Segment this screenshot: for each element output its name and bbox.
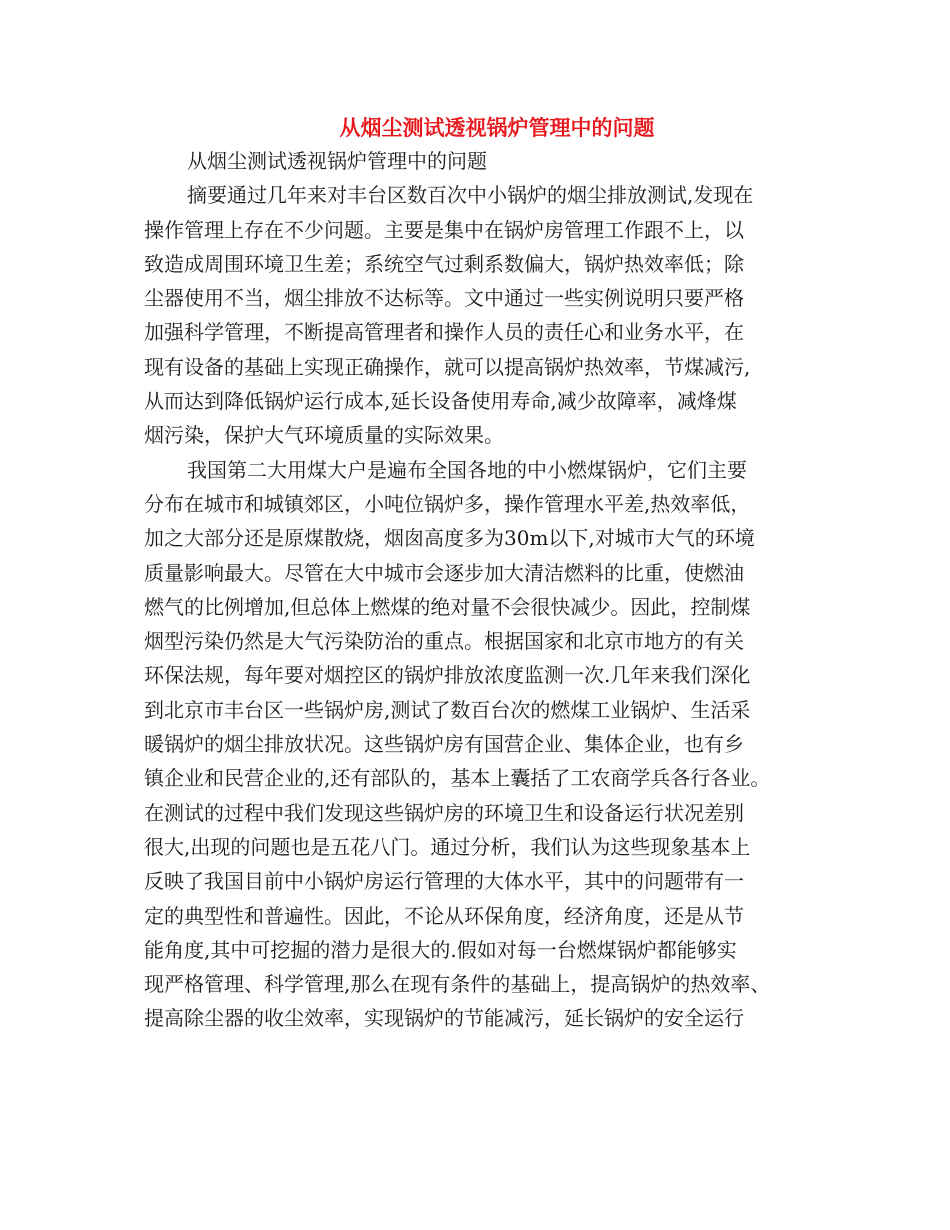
document-subtitle: 从烟尘测试透视锅炉管理中的问题	[187, 149, 487, 173]
body-line: 分布在城市和城镇郊区，小吨位锅炉多，操作管理水平差,热效率低，	[144, 491, 751, 516]
abstract-line: 尘器使用不当，烟尘排放不达标等。文中通过一些实例说明只要严格	[144, 286, 744, 311]
body-line: 反映了我国目前中小锅炉房运行管理的大体水平，其中的问题带有一	[144, 869, 744, 894]
body-line: 环保法规，每年要对烟控区的锅炉排放浓度监测一次.几年来我们深化	[144, 663, 751, 688]
body-line: 现严格管理、科学管理,那么在现有条件的基础上，提高锅炉的热效率、	[144, 972, 771, 997]
abstract-line: 摘要通过几年来对丰台区数百次中小锅炉的烟尘排放测试,发现在	[187, 183, 754, 208]
abstract-line: 致造成周围环境卫生差；系统空气过剩系数偏大，锅炉热效率低；除	[144, 251, 744, 276]
body-paragraph	[144, 453, 824, 1036]
body-line: 定的典型性和普遍性。因此，不论从环保角度，经济角度，还是从节	[144, 903, 744, 928]
body-line: 暖锅炉的烟尘排放状况。这些锅炉房有国营企业、集体企业，也有乡	[144, 732, 744, 757]
abstract-line: 烟污染，保护大气环境质量的实际效果。	[144, 423, 504, 448]
abstract-line: 加强科学管理，不断提高管理者和操作人员的责任心和业务水平，在	[144, 320, 744, 345]
body-line: 质量影响最大。尽管在大中城市会逐步加大清洁燃料的比重，使燃油	[144, 560, 744, 585]
body-line: 提高除尘器的收尘效率，实现锅炉的节能减污，延长锅炉的安全运行	[144, 1006, 744, 1031]
body-line: 很大,出现的问题也是五花八门。通过分析，我们认为这些现象基本上	[144, 834, 751, 859]
body-line: 我国第二大用煤大户是遍布全国各地的中小燃煤锅炉，它们主要	[187, 457, 747, 482]
abstract-line: 操作管理上存在不少问题。主要是集中在锅炉房管理工作跟不上，以	[144, 217, 744, 242]
body-line: 镇企业和民营企业的,还有部队的，基本上囊括了工农商学兵各行各业。	[144, 766, 771, 791]
document-body	[144, 144, 824, 1036]
abstract-paragraph	[144, 178, 824, 452]
body-line: 烟型污染仍然是大气污染防治的重点。根据国家和北京市地方的有关	[144, 629, 744, 654]
body-line: 在测试的过程中我们发现这些锅炉房的环境卫生和设备运行状况差别	[144, 800, 744, 825]
document-title: 从烟尘测试透视锅炉管理中的问题	[339, 115, 655, 140]
body-line: 加之大部分还是原煤散烧，烟囱高度多为30m以下,对城市大气的环境	[144, 526, 755, 551]
body-line: 燃气的比例增加,但总体上燃煤的绝对量不会很快减少。因此，控制煤	[144, 594, 751, 619]
body-line: 能角度,其中可挖掘的潜力是很大的.假如对每一台燃煤锅炉都能够实	[144, 937, 737, 962]
abstract-line: 从而达到降低锅炉运行成本,延长设备使用寿命,减少故障率，减烽煤	[144, 389, 737, 414]
body-line: 到北京市丰台区一些锅炉房,测试了数百台次的燃煤工业锅炉、生活采	[144, 697, 751, 722]
abstract-line: 现有设备的基础上实现正确操作，就可以提高锅炉热效率，节煤减污,	[144, 354, 751, 379]
